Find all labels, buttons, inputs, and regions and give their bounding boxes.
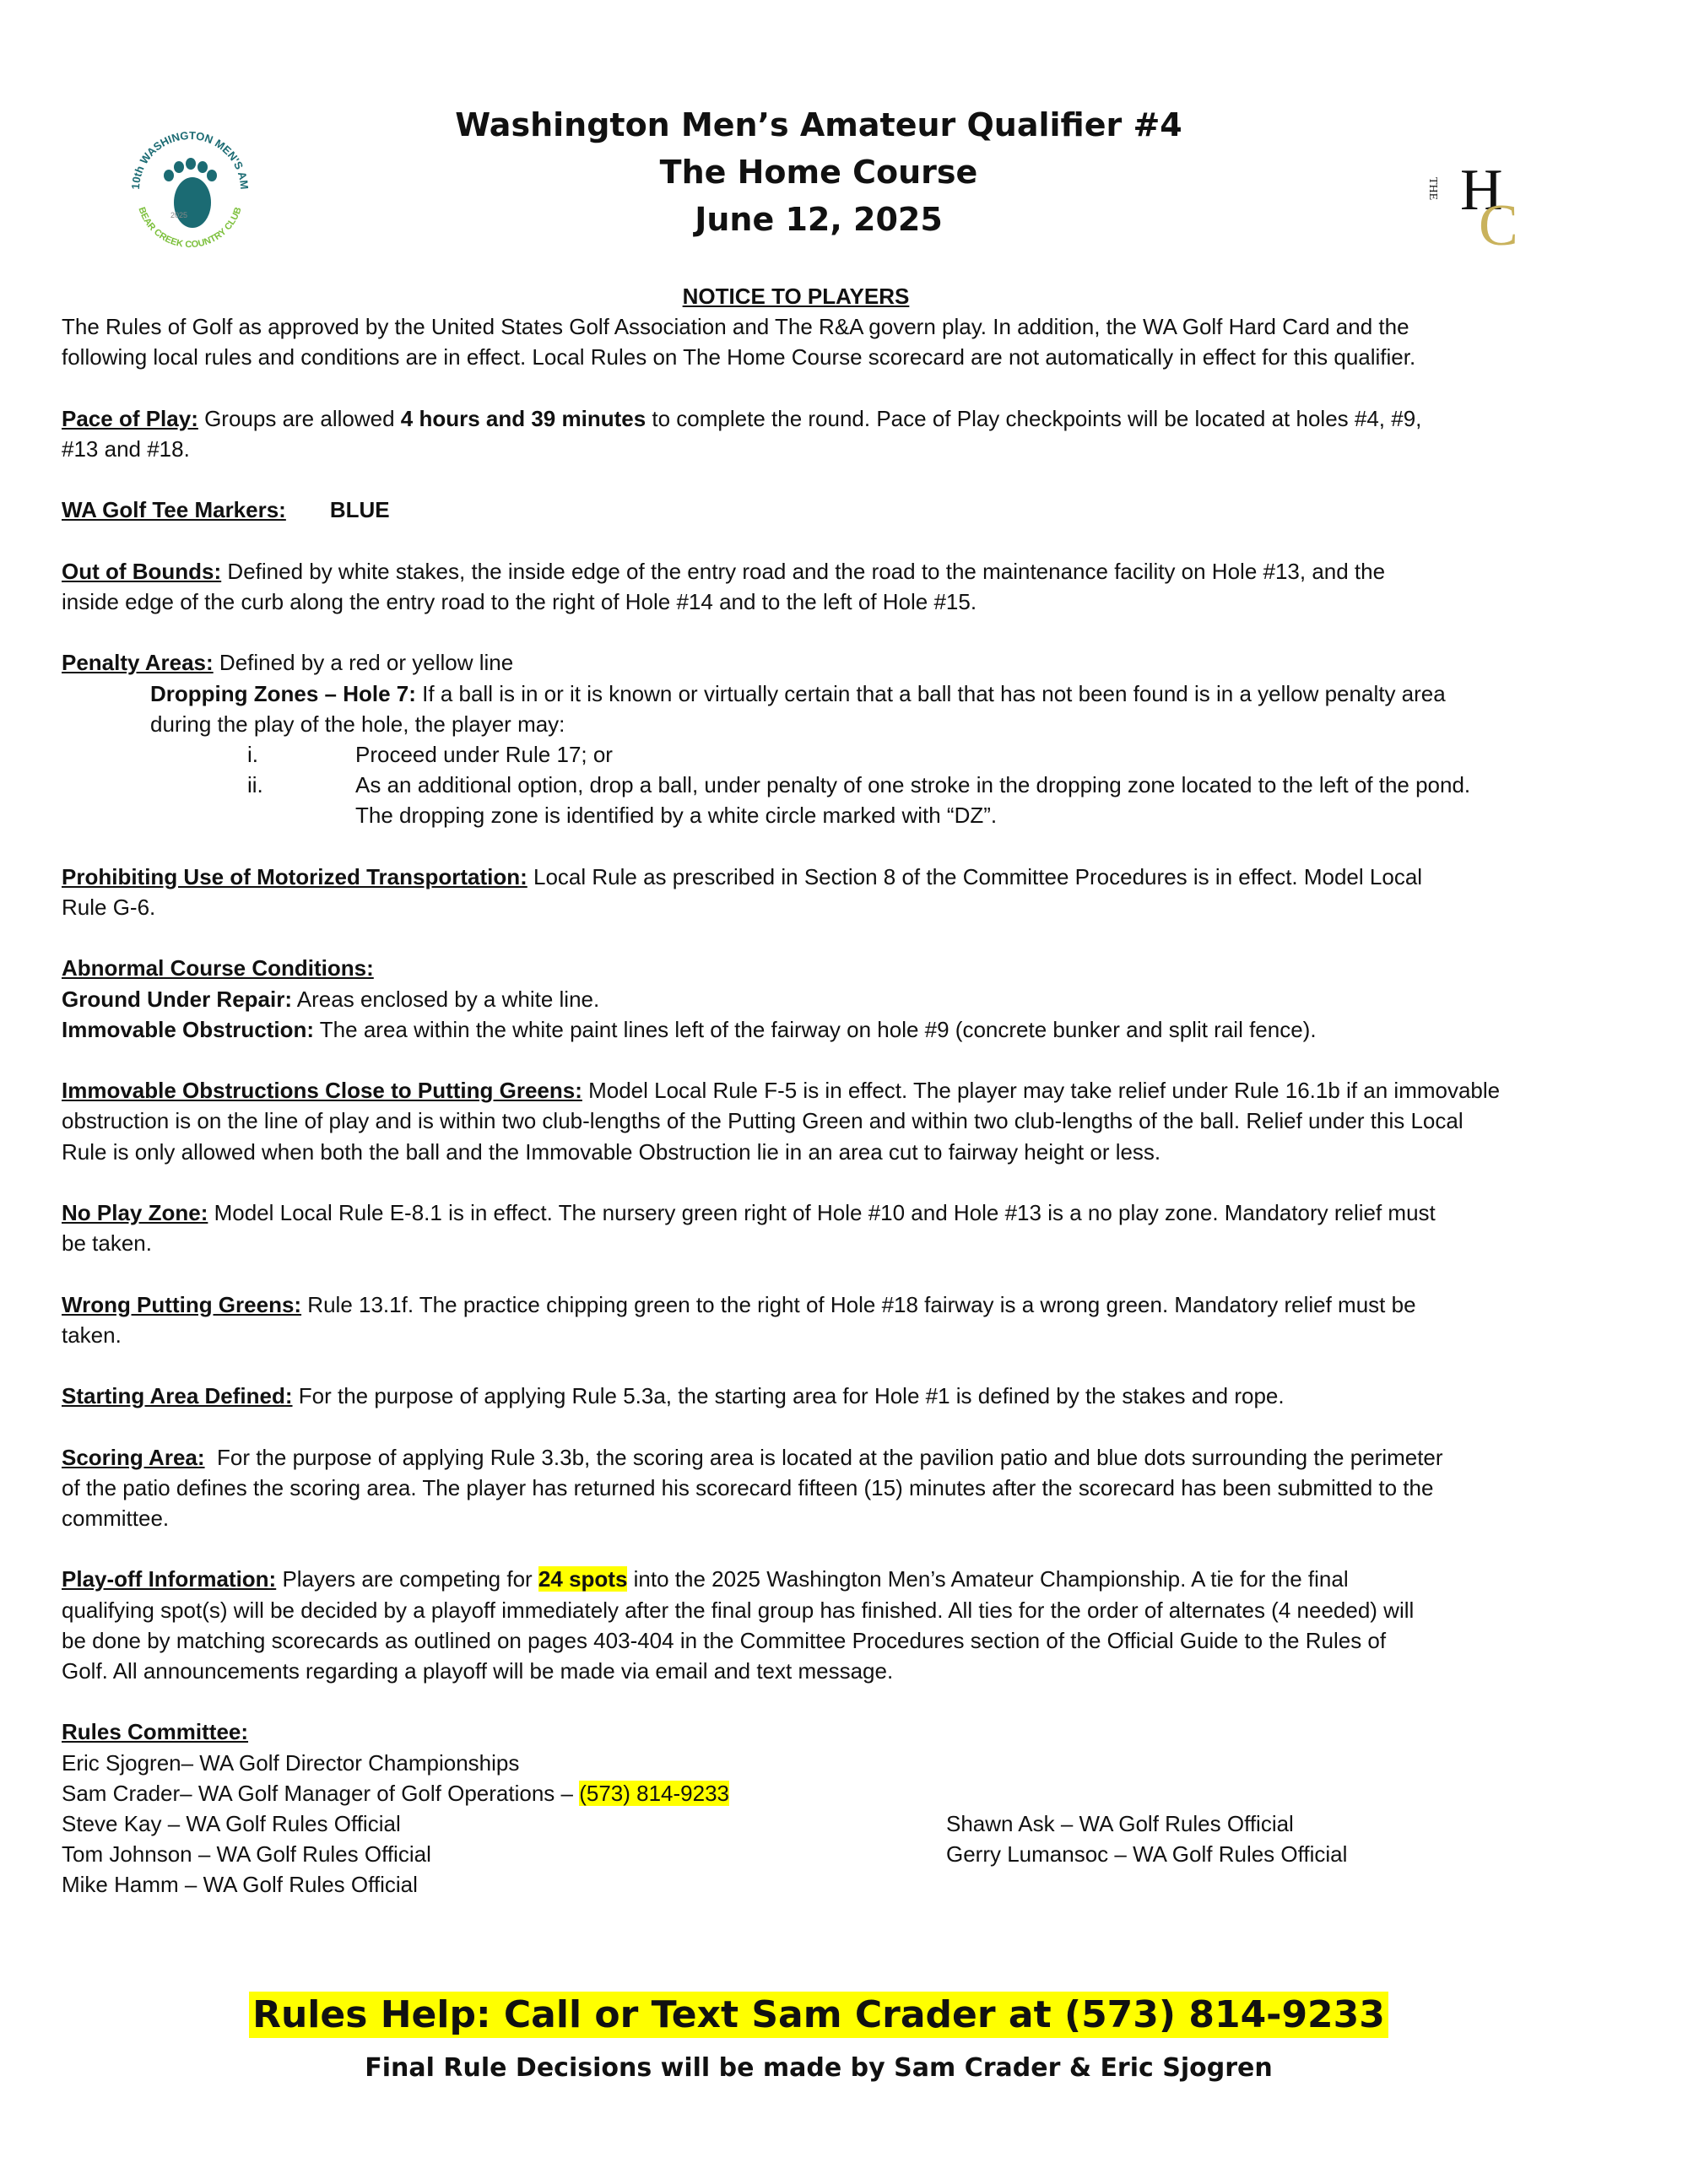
no-play-label: No Play Zone:	[62, 1199, 208, 1225]
scoring-line-2: of the patio defines the scoring area. The player has returned his scorecard fifteen (15) minutes after the scorecard has been submitted to the	[62, 1474, 1434, 1500]
scoring-area	[62, 1442, 1631, 1473]
rules-help-text: Rules Help: Call or Text Sam Crader at (573) 814-9233	[249, 1992, 1388, 2038]
logo-bottom-text: BEAR CREEK COUNTRY CLUB	[136, 205, 244, 251]
gur-label: Ground Under Repair:	[62, 986, 293, 1012]
penalty-areas	[62, 647, 1631, 678]
logo-h-letter: H	[1460, 158, 1503, 223]
rules-help-banner	[0, 1993, 1637, 2036]
dropping-zone	[62, 678, 1631, 709]
logo-top-text: 10th WASHINGTON MEN'S AM	[128, 128, 252, 190]
wrong-greens-label: Wrong Putting Greens:	[62, 1291, 302, 1317]
intro-line-1: The Rules of Golf as approved by the United States Golf Association and The R&A govern play. In addition, the WA Golf Hard Card and the	[62, 314, 1409, 340]
committee-member-5: Mike Hamm – WA Golf Rules Official	[62, 1872, 418, 1898]
pace-time: 4 hours and 39 minutes	[400, 405, 647, 431]
pace-text-pre: Groups are allowed	[197, 405, 401, 431]
tee-value: BLUE	[329, 497, 390, 523]
item-2-num: ii.	[247, 772, 263, 798]
oob-line-1: Defined by white stakes, the inside edge of the entry road and the road to the maintenance facility on Hole #13, and the	[221, 558, 1386, 584]
list-item	[62, 739, 1631, 770]
oob-line-2: inside edge of the curb along the entry road to the right of Hole #14 and to the left of Hole #15.	[62, 588, 977, 614]
scoring-label: Scoring Area:	[62, 1444, 205, 1470]
item-2-line-2: The dropping zone is identified by a white circle marked with “DZ”.	[355, 803, 998, 829]
logo-the-text: THE	[1426, 177, 1439, 201]
logo-year: 2025	[170, 211, 188, 219]
penalty-label: Penalty Areas:	[62, 650, 214, 676]
gur-text: Areas enclosed by a white line.	[292, 986, 600, 1012]
committee-columns	[62, 1808, 1631, 1900]
committee-label: Rules Committee:	[62, 1719, 249, 1745]
wrong-greens-line-2: taken.	[62, 1322, 122, 1348]
motorized-label: Prohibiting Use of Motorized Transportation:	[62, 863, 528, 889]
abnormal-label: Abnormal Course Conditions:	[62, 955, 374, 981]
motorized-transport	[62, 862, 1631, 892]
playoff-info	[62, 1564, 1631, 1594]
dz-label: Dropping Zones – Hole 7:	[150, 680, 416, 706]
ground-under-repair	[62, 984, 1631, 1014]
page-title	[0, 101, 1637, 243]
immovable-obstruction	[62, 1014, 1631, 1045]
pace-label: Pace of Play:	[62, 405, 198, 431]
committee-member-2-text: Sam Crader– WA Golf Manager of Golf Operations –	[62, 1780, 580, 1806]
close-greens-line-2: obstruction is on the line of play and is within two club-lengths of the Putting Green and within two club-lengths of the ball. Relief under this Local	[62, 1108, 1463, 1134]
home-course-icon	[1426, 143, 1545, 258]
committee-member-4: Tom Johnson – WA Golf Rules Official	[62, 1841, 431, 1868]
tee-markers	[62, 495, 1631, 525]
no-play-line-1: Model Local Rule E-8.1 is in effect. The nursery green right of Hole #10 and Hole #13 is a no play zone. Mandatory relief must	[208, 1199, 1436, 1225]
wrong-greens-line-1: Rule 13.1f. The practice chipping green to the right of Hole #18 fairway is a wrong green. Mandatory relief must be	[301, 1291, 1416, 1317]
dz-line-1: If a ball is in or it is known or virtually certain that a ball that has not been found is in a yellow penalty area	[415, 680, 1446, 706]
list-item	[62, 770, 1631, 800]
item-2-line-1: As an additional option, drop a ball, under penalty of one stroke in the dropping zone located to the left of the pond.	[355, 772, 1471, 798]
wrong-greens	[62, 1289, 1631, 1320]
starting-area	[62, 1381, 1631, 1411]
item-1-num: i.	[247, 741, 258, 767]
playoff-pre: Players are competing for	[276, 1566, 538, 1592]
starting-label: Starting Area Defined:	[62, 1383, 293, 1409]
playoff-spots: 24 spots	[538, 1566, 628, 1592]
penalty-text: Defined by a red or yellow line	[213, 650, 514, 676]
title-line-2: The Home Course	[659, 154, 978, 191]
intro-line-2: following local rules and conditions are in effect. Local Rules on The Home Course scorecard are not automatically in effect for this qualifier.	[62, 344, 1416, 370]
oob-label: Out of Bounds:	[62, 558, 222, 584]
motorized-line-1: Local Rule as prescribed in Section 8 of the Committee Procedures is in effect. Model Local	[527, 863, 1423, 889]
no-play-zone	[62, 1197, 1631, 1228]
committee-member-7: Gerry Lumansoc – WA Golf Rules Official	[946, 1841, 1348, 1868]
item-1-text: Proceed under Rule 17; or	[355, 741, 613, 767]
pace-text-post: to complete the round. Pace of Play checkpoints will be located at holes #4, #9,	[646, 405, 1422, 431]
starting-text: For the purpose of applying Rule 5.3a, the starting area for Hole #1 is defined by the stakes and rope.	[292, 1383, 1285, 1409]
committee-member-3: Steve Kay – WA Golf Rules Official	[62, 1810, 401, 1836]
notice-heading: NOTICE TO PLAYERS	[682, 284, 910, 309]
committee-member-1: Eric Sjogren– WA Golf Director Championships	[62, 1749, 520, 1776]
pace-line-2: #13 and #18.	[62, 436, 190, 462]
close-greens-line-1: Model Local Rule F-5 is in effect. The player may take relief under Rule 16.1b if an immovable	[582, 1078, 1501, 1104]
list-item	[62, 800, 1631, 830]
motorized-line-2: Rule G-6.	[62, 894, 156, 920]
committee-left-column	[62, 1808, 946, 1900]
close-greens-line-3: Rule is only allowed when both the ball and the Immovable Obstruction lie in an area cut to fairway height or less.	[62, 1138, 1161, 1165]
no-play-line-2: be taken.	[62, 1230, 152, 1257]
committee-right-column	[946, 1808, 1631, 1900]
pace-of-play	[62, 403, 1631, 434]
tee-label: WA Golf Tee Markers:	[62, 497, 286, 523]
dz-line-2: during the play of the hole, the player may:	[150, 711, 565, 737]
close-greens-label: Immovable Obstructions Close to Putting Greens:	[62, 1078, 582, 1104]
out-of-bounds	[62, 556, 1631, 587]
playoff-post: into the 2025 Washington Men’s Amateur Championship. A tie for the final	[627, 1566, 1349, 1592]
io-label: Immovable Obstruction:	[62, 1016, 315, 1042]
committee-phone: (573) 814-9233	[579, 1780, 730, 1806]
home-course-logo	[1426, 143, 1545, 258]
committee-member-2	[62, 1778, 1631, 1808]
committee-member-6: Shawn Ask – WA Golf Rules Official	[946, 1810, 1294, 1836]
playoff-label: Play-off Information:	[62, 1566, 277, 1592]
scoring-line-1: For the purpose of applying Rule 3.3b, the scoring area is located at the pavilion patio and blue dots surrounding the perimeter	[204, 1444, 1443, 1470]
scoring-line-3: committee.	[62, 1505, 170, 1531]
io-text: The area within the white paint lines left of the fairway on hole #9 (concrete bunker and split rail fence).	[314, 1016, 1317, 1042]
playoff-line-4: Golf. All announcements regarding a playoff will be made via email and text message.	[62, 1657, 894, 1684]
playoff-line-2: qualifying spot(s) will be decided by a playoff immediately after the final group has finished. All ties for the order of alternates (4 needed) will	[62, 1597, 1415, 1623]
playoff-line-3: be done by matching scorecards as outlined on pages 403-404 in the Committee Procedures section of the Official Guide to the Rules of	[62, 1627, 1387, 1653]
logo-c-letter: C	[1479, 193, 1518, 258]
final-decisions: Final Rule Decisions will be made by Sam Crader & Eric Sjogren	[365, 2053, 1273, 2083]
notice-body	[62, 281, 1631, 1900]
close-to-greens	[62, 1075, 1631, 1106]
title-line-3: June 12, 2025	[695, 201, 943, 238]
title-line-1: Washington Men’s Amateur Qualifier #4	[455, 106, 1182, 143]
